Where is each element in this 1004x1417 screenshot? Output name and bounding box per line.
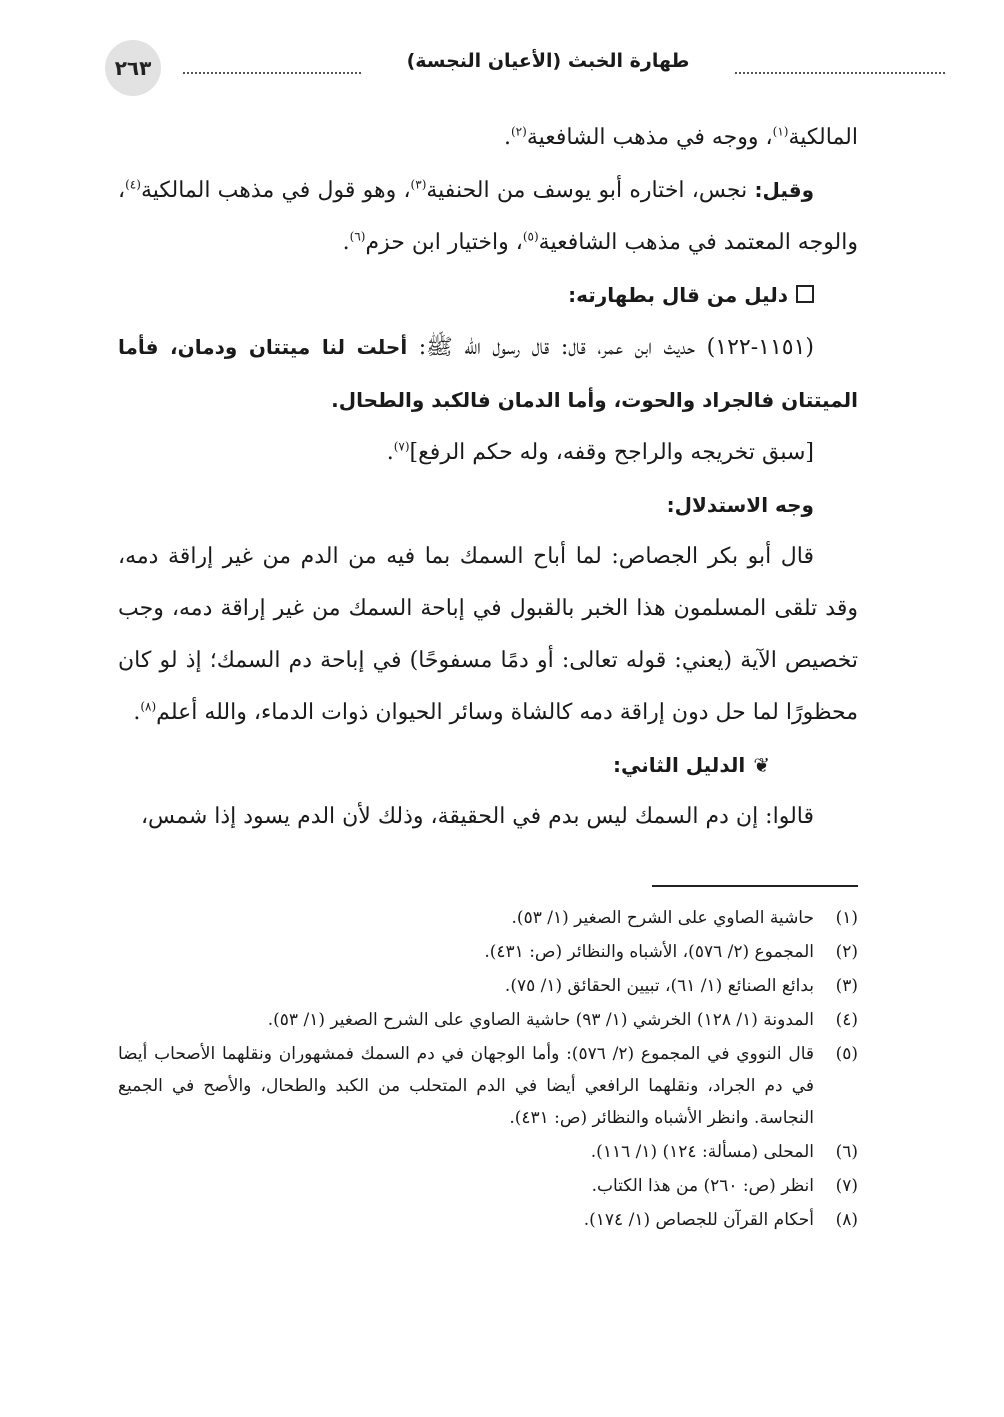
- leaf-icon: ❦: [753, 753, 770, 777]
- p2-text-c: ، والوجه المعتمد في مذهب الشافعية: [118, 178, 858, 255]
- page-header: [105, 40, 845, 110]
- takhrij-text: [سبق تخريجه والراجح وقفه، وله حكم الرفع]: [409, 440, 814, 465]
- header-dots-right: [735, 72, 945, 74]
- footnote: [118, 936, 858, 968]
- p1-text-c: .: [503, 125, 511, 150]
- takhrij-paragraph: [118, 427, 858, 479]
- footnote: [118, 1004, 858, 1036]
- checkbox-icon: [796, 285, 814, 303]
- p2-text-e: .: [342, 230, 350, 255]
- section-heading-1: [118, 269, 858, 321]
- footnote-number: (٧): [835, 1176, 858, 1196]
- footnote-ref-7: (٧): [393, 439, 410, 454]
- footnote-number: (٣): [835, 976, 858, 996]
- paragraph-2: [118, 164, 858, 269]
- heading-3-text: الدليل الثاني:: [613, 753, 746, 777]
- footnote-ref-5: (٥): [522, 229, 539, 244]
- footnote-text: قال النووي في المجموع (٢/ ٥٧٦): وأما الوجهان في دم السمك فمشهوران ونقلهما الأصحاب أيضا في دم الجراد، ونقلهما الرافعي أيضا في الدم المتحلب من الكبد والطحال، والأصح في الجميع النجاسة. وانظر الأشباه والنظائر (ص: ٤٣١).: [118, 1044, 815, 1128]
- footnote-number: (٥): [835, 1044, 858, 1064]
- istidlal-paragraph: [118, 531, 858, 739]
- footnote: [118, 902, 858, 934]
- last-paragraph: قالوا: إن دم السمك ليس بدم في الحقيقة، وذلك لأن الدم يسود إذا شمس،: [140, 804, 814, 829]
- footnote-text: المدونة (١/ ١٢٨) الخرشي (١/ ٩٣) حاشية الصاوي على الشرح الصغير (١/ ٥٣).: [267, 1010, 814, 1030]
- footnote-number: (٤): [835, 1010, 858, 1030]
- istidlal-end: .: [133, 700, 141, 725]
- footnote-number: (٦): [835, 1142, 858, 1162]
- footnote: [118, 1170, 858, 1202]
- istidlal-text: قال أبو بكر الجصاص: لما أباح السمك بما فيه من الدم من غير إراقة دمه، وقد تلقى المسلمون هذا الخبر بالقبول في إباحة السمك من غير إراقة دمه، وجب تخصيص الآية (يعني: قوله تعالى: أو دمًا مسفوحًا) في إباحة دم السمك؛ إذ لو كان محظورًا لما حل دون إراقة دمه كالشاة وسائر الحيوان ذوات الدماء، والله أعلم: [118, 544, 858, 725]
- main-text: [118, 112, 858, 843]
- footnote-ref-3: (٣): [410, 177, 427, 192]
- section-heading-2: وجه الاستدلال:: [666, 493, 814, 517]
- p2-text-b: ، وهو قول في مذهب المالكية: [140, 178, 411, 203]
- header-dots-left: [183, 72, 361, 74]
- p1-text-a: المالكية: [788, 125, 858, 150]
- takhrij-end: .: [386, 440, 394, 465]
- footnote-number: (٨): [835, 1210, 858, 1230]
- footnote-number: (٢): [835, 942, 858, 962]
- footnote-separator: [652, 885, 858, 887]
- footnote-text: حاشية الصاوي على الشرح الصغير (١/ ٥٣).: [511, 908, 814, 928]
- footnote-text: انظر (ص: ٢٦٠) من هذا الكتاب.: [591, 1176, 814, 1196]
- hadith-intro: (١١٥١-١٢٢) حديث ابن عمر، قال: قال رسول الله ﷺ:: [407, 335, 814, 360]
- footnote: [118, 1038, 858, 1134]
- paragraph-1: [118, 112, 858, 164]
- footnote-ref-6: (٦): [349, 229, 366, 244]
- footnotes: [118, 902, 858, 1238]
- footnote-text: أحكام القرآن للجصاص (١/ ١٧٤).: [583, 1210, 814, 1230]
- hadith-text: أحلت لنا ميتتان ودمان، فأما الميتتان فالجراد والحوت، وأما الدمان فالكبد والطحال.: [118, 335, 858, 412]
- page-number: ٢٦٣: [105, 40, 161, 96]
- p2-text-d: ، واختيار ابن حزم: [365, 230, 523, 255]
- footnote-text: المحلى (مسألة: ١٢٤) (١/ ١١٦).: [590, 1142, 814, 1162]
- footnote-number: (١): [835, 908, 858, 928]
- footnote: [118, 1136, 858, 1168]
- p2-lead: وقيل:: [754, 178, 815, 202]
- footnote-ref-4: (٤): [125, 177, 141, 192]
- hadith-paragraph: [118, 321, 858, 427]
- p1-text-b: ، ووجه في مذهب الشافعية: [526, 125, 773, 150]
- p2-text-a: نجس، اختاره أبو يوسف من الحنفية: [426, 178, 755, 203]
- footnote: [118, 1204, 858, 1236]
- footnote-ref-2: (٢): [510, 124, 527, 139]
- heading-1-text: دليل من قال بطهارته:: [568, 283, 788, 307]
- footnote-text: المجموع (٢/ ٥٧٦)، الأشباه والنظائر (ص: ٤٣١).: [484, 942, 814, 962]
- footnote-text: بدائع الصنائع (١/ ٦١)، تبيين الحقائق (١/ ٧٥).: [504, 976, 814, 996]
- footnote-ref-1: (١): [772, 124, 789, 139]
- footnote: [118, 970, 858, 1002]
- footnote-ref-8: (٨): [140, 699, 157, 714]
- section-heading-3: [118, 739, 858, 791]
- running-title: طهارة الخبث (الأعيان النجسة): [406, 50, 690, 72]
